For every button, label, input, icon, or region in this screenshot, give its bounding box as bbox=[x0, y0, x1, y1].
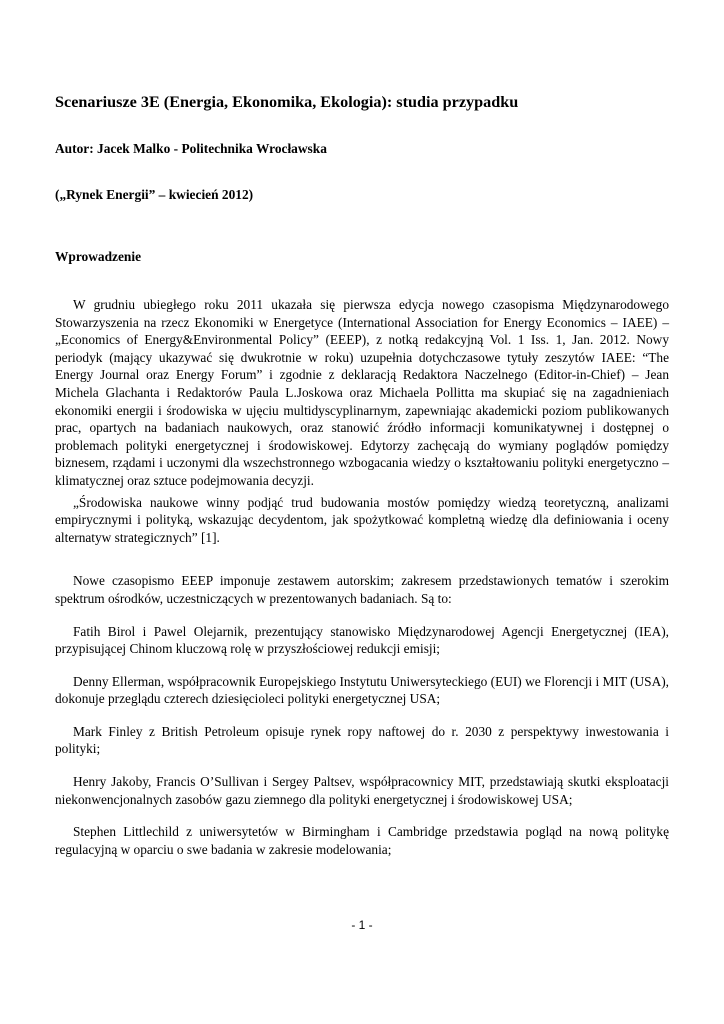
document-title: Scenariusze 3E (Energia, Ekonomika, Ekologia): studia przypadku bbox=[55, 93, 519, 111]
paragraph-quote: „Środowiska naukowe winny podjąć trud budowania mostów pomiędzy wiedzą teoretyczną, analizami empirycznymi i polityką, wskazując decydentom, jak spożytkować kompletną wiedzę dla definiowania i oceny alternatyw strategicznych” [1]. bbox=[55, 494, 669, 545]
paragraph-jakoby: Henry Jakoby, Francis O’Sullivan i Sergey Paltsev, współpracownicy MIT, przedstawiają skutki eksploatacji niekonwencjonalnych zasobów gazu ziemnego dla polityki energetycznej i środowiskowej USA; bbox=[55, 774, 669, 807]
paragraph-finley: Mark Finley z British Petroleum opisuje rynek ropy naftowej do r. 2030 z perspektywy inwestowania i polityki; bbox=[55, 723, 669, 757]
paragraph-littlechild: Stephen Littlechild z uniwersytetów w Birmingham i Cambridge przedstawia pogląd na nową politykę regulacyjną w oparciu o swe badania w zakresie modelowania; bbox=[55, 824, 669, 857]
paragraph-authors-intro: Nowe czasopismo EEEP imponuje zestawem autorskim; zakresem przedstawionych tematów i szerokim spektrum ośrodków, uczestniczących w prezentowanych badaniach. Są to: bbox=[55, 573, 669, 606]
author-line: Autor: Jacek Malko - Politechnika Wrocławska bbox=[55, 141, 327, 156]
source-line: („Rynek Energii” – kwiecień 2012) bbox=[55, 187, 254, 202]
section-heading: Wprowadzenie bbox=[55, 249, 142, 264]
document-body bbox=[55, 92, 669, 858]
paragraph-ellerman: Denny Ellerman, współpracownik Europejskiego Instytutu Uniwersyteckiego (EUI) we Florencji i MIT (USA), dokonuje przeglądu czterech dziesięcioleci polityki energetycznej USA; bbox=[55, 673, 670, 707]
page-number: - 1 - bbox=[351, 918, 373, 932]
paragraph-intro: W grudniu ubiegłego roku 2011 ukazała się pierwsza edycja nowego czasopisma Międzynarodowego Stowarzyszenia na rzecz Ekonomiki w Energetyce (International Association for Energy Economics – IAEE) – „Economics of Energy&Environmental Policy” (EEEP), z notką redakcyjną Vol. 1 Iss. 1, Jan. 2012. Nowy periodyk (mający ukazywać się dwukrotnie w roku) uzupełnia dotychczasowe tytuły zeszytów IAEE: “The Energy Journal oraz Energy Forum” i zgodnie z deklaracją Redaktora Naczelnego (Editor-in-Chief) – Jean Michela Glachanta i Redaktorów Paula L.Joskowa oraz Michaela Pollitta ma skupiać się na zagadnieniach ekonomiki energii i środowiska w ujęciu multidyscyplinarnym, zapewniając akademicki poziom publikowanych prac, opartych na badaniach naukowych, oraz stanowić źródło informacji komunikatywnej i dostępnej o problemach polityki energetycznej i środowiskowej. Edytorzy zachęcają do wymiany poglądów pomiędzy biznesem, rządami i uczonymi dla wszechstronnego wzbogacania wiedzy o kształtowaniu polityki energetyczno – klimatycznej oraz sztuce podejmowania decyzji. bbox=[55, 297, 669, 488]
paragraph-birol: Fatih Birol i Pawel Olejarnik, prezentujący stanowisko Międzynarodowej Agencji Energetycznej (IEA), przypisującej Chinom kluczową rolę w przyszłościowej redukcji emisji; bbox=[55, 623, 669, 657]
